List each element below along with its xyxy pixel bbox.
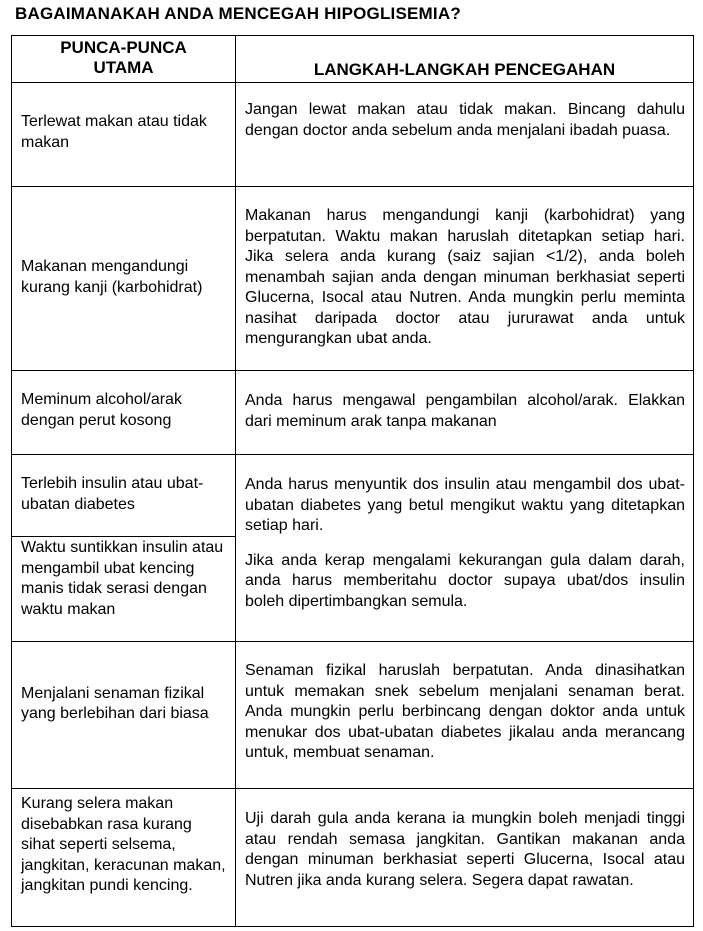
header-prevention: LANGKAH-LANGKAH PENCEGAHAN: [236, 36, 694, 83]
prevention-cell: Jangan lewat makan atau tidak makan. Bincang dahulu dengan doctor anda sebelum anda menjalani ibadah puasa.: [236, 83, 694, 187]
cause-cell: Terlewat makan atau tidak makan: [12, 83, 236, 187]
table-header-row: [12, 36, 694, 83]
table-row: [12, 455, 694, 537]
table-row: [12, 371, 694, 455]
prevention-cell: Anda harus menyuntik dos insulin atau mengambil dos ubat-ubatan diabetes yang betul mengikut waktu yang ditetapkan setiap hari. Jika anda kerap mengalami kekurangan gula dalam darah, anda harus memberitahu doctor supaya ubat/dos insulin boleh dipertimbangkan semula.: [236, 455, 694, 642]
prevention-cell: Uji darah gula anda kerana ia mungkin boleh menjadi tinggi atau rendah semasa jangkitan. Gantikan makanan anda dengan minuman berkhasiat seperti Glucerna, Isocal atau Nutren jika anda kurang selera. Segera dapat rawatan.: [236, 789, 694, 927]
cause-cell: Menjalani senaman fizikal yang berlebihan dari biasa: [12, 642, 236, 789]
cause-cell: Waktu suntikkan insulin atau mengambil ubat kencing manis tidak serasi dengan waktu makan: [12, 537, 236, 642]
prevention-cell: Senaman fizikal haruslah berpatutan. Anda dinasihatkan untuk memakan snek sebelum menjalani senaman berat. Anda mungkin perlu berbincang dengan doktor anda untuk menukar dos ubat-ubatan diabetes jikalau anda merancang untuk, membuat senaman.: [236, 642, 694, 789]
cause-cell: Terlebih insulin atau ubat-ubatan diabetes: [12, 455, 236, 537]
prevention-table: [11, 35, 694, 927]
prevention-cell: Makanan harus mengandungi kanji (karbohidrat) yang berpatutan. Waktu makan haruslah ditetapkan setiap hari. Jika selera anda kurang (saiz sajian <1/2), anda boleh menambah sajian anda dengan minuman berkhasiat seperti Glucerna, Isocal atau Nutren. Anda mungkin perlu meminta nasihat daripada doctor atau jururawat anda untuk mengurangkan ubat anda.: [236, 187, 694, 371]
table-row: [12, 642, 694, 789]
table-row: [12, 789, 694, 927]
header-causes: PUNCA-PUNCA UTAMA: [12, 36, 236, 83]
cause-cell: Makanan mengandungi kurang kanji (karbohidrat): [12, 187, 236, 371]
table-row: [12, 83, 694, 187]
cause-cell: Kurang selera makan disebabkan rasa kurang sihat seperti selsema, jangkitan, keracunan makan, jangkitan pundi kencing.: [12, 789, 236, 927]
page-title: BAGAIMANAKAH ANDA MENCEGAH HIPOGLISEMIA?: [15, 4, 461, 23]
cause-cell: Meminum alcohol/arak dengan perut kosong: [12, 371, 236, 455]
table-row: [12, 187, 694, 371]
prevention-cell: Anda harus mengawal pengambilan alcohol/arak. Elakkan dari meminum arak tanpa makanan: [236, 371, 694, 455]
